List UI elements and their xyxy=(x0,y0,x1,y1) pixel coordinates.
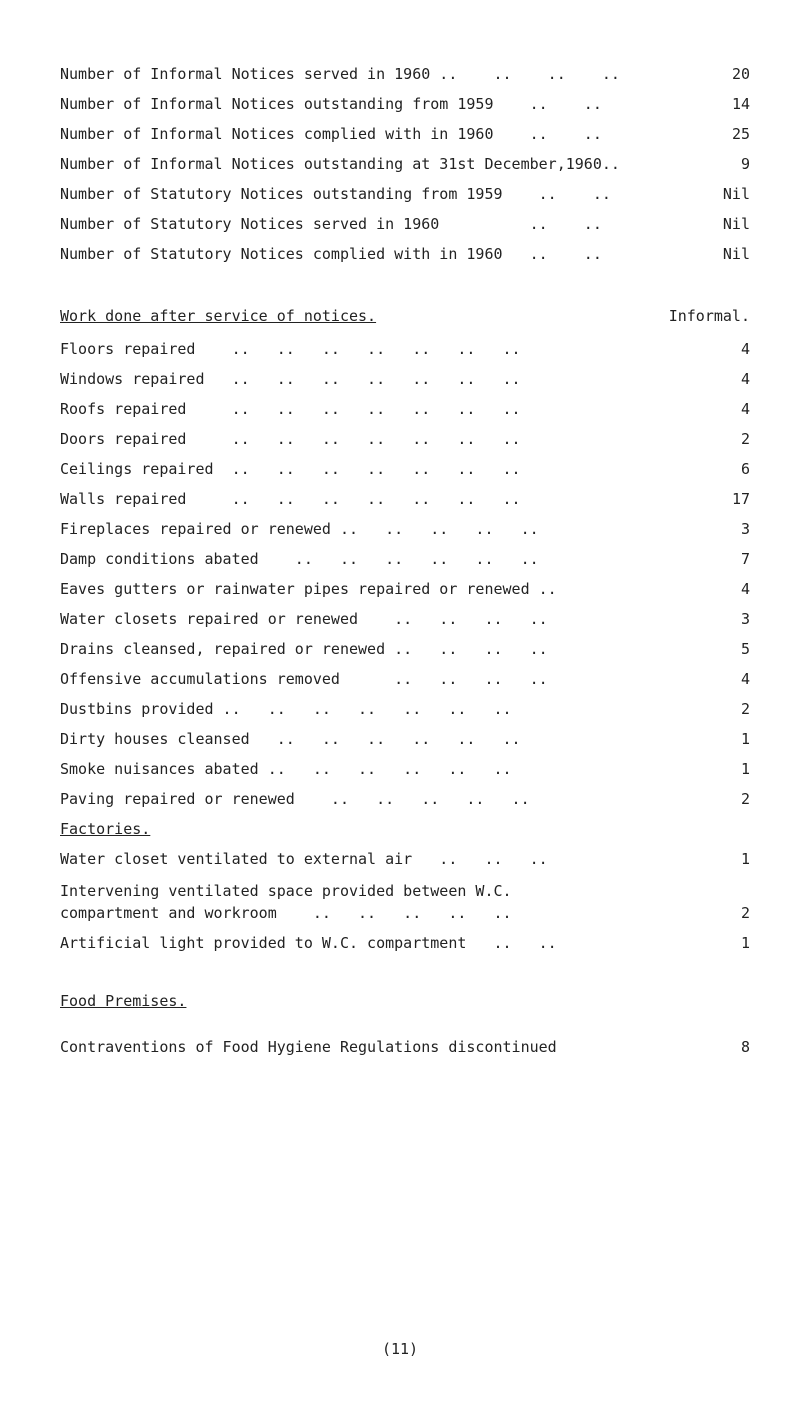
work-item-value: 4 xyxy=(740,580,750,598)
notice-label: Number of Informal Notices outstanding from 1959 .. .. xyxy=(60,95,602,113)
work-item-row xyxy=(60,758,750,780)
notice-row xyxy=(60,63,750,85)
work-item-value: 2 xyxy=(740,790,750,808)
factory-item-value: 2 xyxy=(740,904,750,922)
notice-row xyxy=(60,93,750,115)
notice-row xyxy=(60,123,750,145)
work-item-value: 3 xyxy=(740,520,750,538)
work-item-row xyxy=(60,368,750,390)
work-item-value: 4 xyxy=(740,370,750,388)
page-number: (11) xyxy=(381,1340,419,1358)
factory-item-row xyxy=(60,902,750,924)
work-item-label: Windows repaired .. .. .. .. .. .. .. xyxy=(60,370,521,388)
work-item-row xyxy=(60,638,750,660)
work-item-row xyxy=(60,338,750,360)
work-item-row xyxy=(60,548,750,570)
work-item-row xyxy=(60,398,750,420)
notice-value: 25 xyxy=(731,125,750,143)
factory-item-row xyxy=(60,932,750,954)
notice-value: Nil xyxy=(722,245,750,263)
notice-row xyxy=(60,153,750,175)
work-done-heading: Work done after service of notices. xyxy=(60,307,377,325)
food-item-row xyxy=(60,1036,750,1058)
work-item-row xyxy=(60,428,750,450)
work-item-label: Fireplaces repaired or renewed .. .. .. .. .. xyxy=(60,520,539,538)
factory-item-value: 1 xyxy=(740,850,750,868)
notice-row xyxy=(60,183,750,205)
notice-row xyxy=(60,243,750,265)
notice-label: Number of Informal Notices complied with in 1960 .. .. xyxy=(60,125,602,143)
work-item-value: 1 xyxy=(740,730,750,748)
factory-item-row xyxy=(60,880,750,902)
food-premises-heading: Food Premises. xyxy=(60,992,187,1010)
work-item-value: 6 xyxy=(740,460,750,478)
factory-item-row xyxy=(60,848,750,870)
work-item-label: Offensive accumulations removed .. .. .. .. xyxy=(60,670,548,688)
work-item-value: 4 xyxy=(740,340,750,358)
work-item-value: 4 xyxy=(740,670,750,688)
work-item-value: 5 xyxy=(740,640,750,658)
informal-column-heading: Informal. xyxy=(668,307,750,325)
food-item-value: 8 xyxy=(740,1038,750,1056)
work-item-value: 2 xyxy=(740,430,750,448)
notice-value: 9 xyxy=(740,155,750,173)
work-item-label: Doors repaired .. .. .. .. .. .. .. xyxy=(60,430,521,448)
work-item-row xyxy=(60,458,750,480)
work-item-row xyxy=(60,668,750,690)
work-item-row xyxy=(60,578,750,600)
work-item-label: Ceilings repaired .. .. .. .. .. .. .. xyxy=(60,460,521,478)
work-item-label: Smoke nuisances abated .. .. .. .. .. .. xyxy=(60,760,512,778)
work-item-label: Dustbins provided .. .. .. .. .. .. .. xyxy=(60,700,512,718)
work-item-label: Drains cleansed, repaired or renewed .. .. .. .. xyxy=(60,640,548,658)
notice-label: Number of Statutory Notices complied with in 1960 .. .. xyxy=(60,245,602,263)
work-item-value: 17 xyxy=(731,490,750,508)
work-item-value: 4 xyxy=(740,400,750,418)
notice-label: Number of Statutory Notices outstanding from 1959 .. .. xyxy=(60,185,611,203)
work-item-label: Paving repaired or renewed .. .. .. .. .. xyxy=(60,790,530,808)
work-item-row xyxy=(60,608,750,630)
notice-row xyxy=(60,213,750,235)
work-item-label: Floors repaired .. .. .. .. .. .. .. xyxy=(60,340,521,358)
notice-label: Number of Informal Notices served in 1960 .. .. .. .. xyxy=(60,65,620,83)
factory-item-label: Intervening ventilated space provided between W.C. xyxy=(60,882,512,900)
notice-label: Number of Informal Notices outstanding at 31st December,1960.. xyxy=(60,155,620,173)
factory-item-value: 1 xyxy=(740,934,750,952)
notice-value: 14 xyxy=(731,95,750,113)
work-item-label: Roofs repaired .. .. .. .. .. .. .. xyxy=(60,400,521,418)
work-item-value: 3 xyxy=(740,610,750,628)
work-item-label: Damp conditions abated .. .. .. .. .. .. xyxy=(60,550,539,568)
work-item-row xyxy=(60,698,750,720)
notice-label: Number of Statutory Notices served in 1960 .. .. xyxy=(60,215,602,233)
food-item-label: Contraventions of Food Hygiene Regulations discontinued xyxy=(60,1038,557,1056)
work-item-row xyxy=(60,488,750,510)
notice-value: Nil xyxy=(722,215,750,233)
work-item-value: 2 xyxy=(740,700,750,718)
factory-item-label: Water closet ventilated to external air .. .. .. xyxy=(60,850,548,868)
work-item-label: Walls repaired .. .. .. .. .. .. .. xyxy=(60,490,521,508)
work-item-row xyxy=(60,518,750,540)
work-item-value: 1 xyxy=(740,760,750,778)
notice-value: Nil xyxy=(722,185,750,203)
factories-heading: Factories. xyxy=(60,820,151,838)
work-item-label: Dirty houses cleansed .. .. .. .. .. .. xyxy=(60,730,521,748)
work-item-label: Water closets repaired or renewed .. .. .. .. xyxy=(60,610,548,628)
work-item-row xyxy=(60,728,750,750)
work-item-label: Eaves gutters or rainwater pipes repaired or renewed .. xyxy=(60,580,557,598)
factory-item-label: Artificial light provided to W.C. compartment .. .. xyxy=(60,934,557,952)
work-item-value: 7 xyxy=(740,550,750,568)
work-item-row xyxy=(60,788,750,810)
notice-value: 20 xyxy=(731,65,750,83)
factory-item-label: compartment and workroom .. .. .. .. .. xyxy=(60,904,512,922)
